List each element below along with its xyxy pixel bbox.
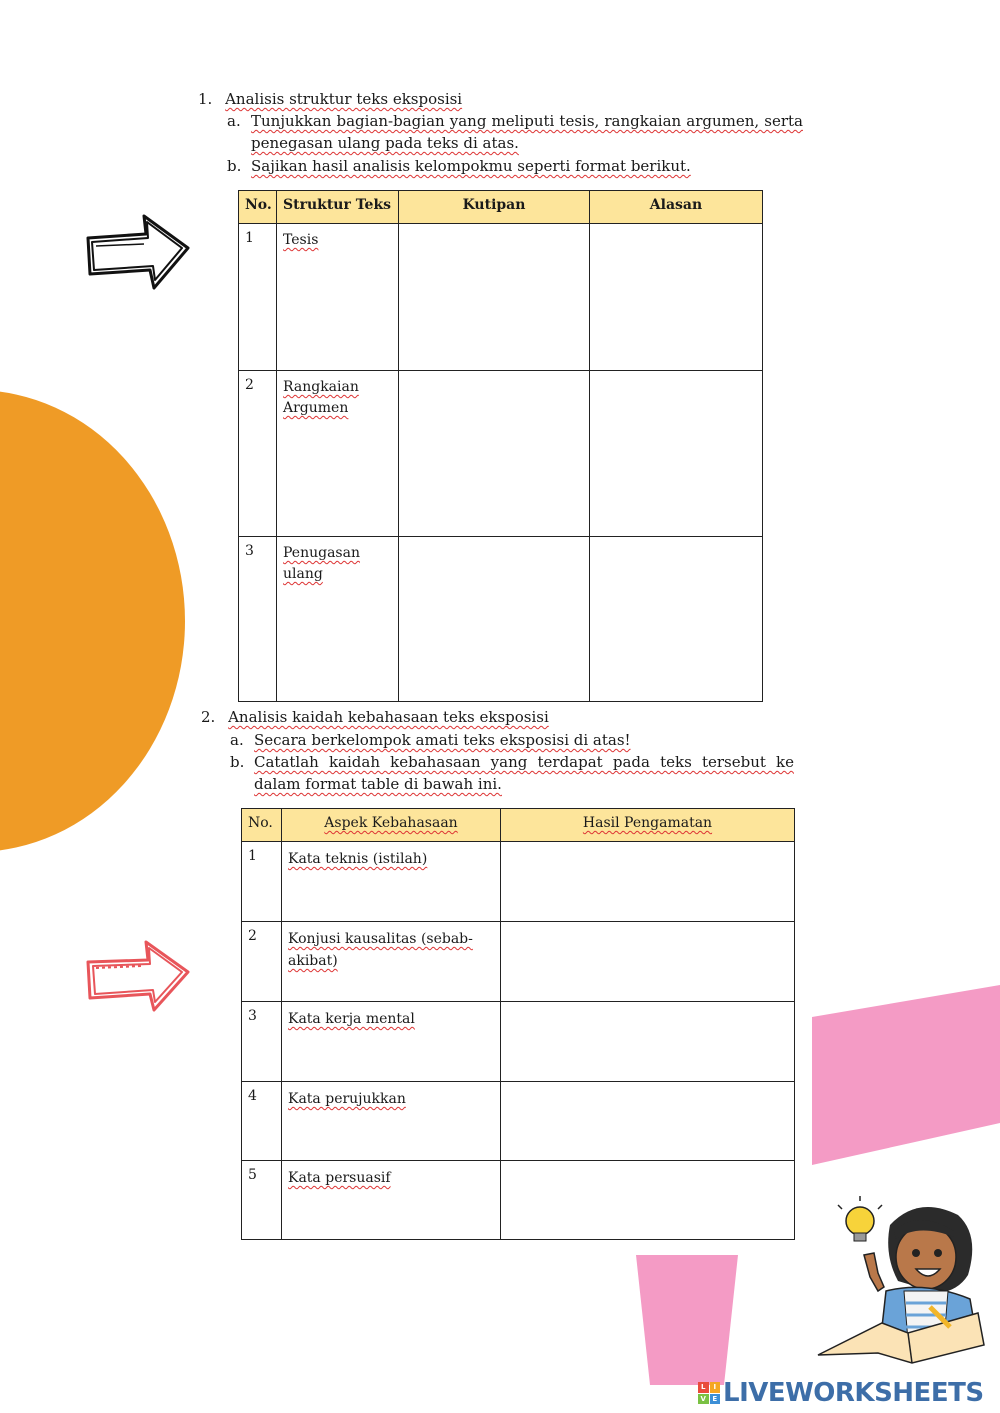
- table-row: [242, 922, 795, 1002]
- row-aspek: Kata persuasif: [282, 1161, 501, 1240]
- row-struktur: Tesis: [277, 224, 399, 371]
- header-aspek: Aspek Kebahasaan: [282, 809, 501, 842]
- row-no: 2: [239, 371, 277, 537]
- pink-shape-decoration: [812, 985, 1000, 1165]
- header-kutipan: Kutipan: [399, 191, 590, 224]
- row-aspek: Kata kerja mental: [282, 1002, 501, 1082]
- logo-letter: E: [710, 1394, 721, 1405]
- orange-circle-decoration: [0, 390, 185, 852]
- logo-letter: V: [698, 1394, 709, 1405]
- table-row: [242, 842, 795, 922]
- hasil-answer-cell[interactable]: [501, 922, 795, 1002]
- row-aspek: Kata perujukkan: [282, 1082, 501, 1161]
- structure-analysis-table: [238, 190, 763, 702]
- liveworksheets-logo: [698, 1377, 984, 1409]
- header-alasan: Alasan: [590, 191, 763, 224]
- header-no: No.: [239, 191, 277, 224]
- liveworksheets-wordmark: LIVEWORKSHEETS: [723, 1378, 984, 1408]
- row-no: 5: [242, 1161, 282, 1240]
- alasan-answer-cell[interactable]: [590, 224, 763, 371]
- table-header-row: [242, 809, 795, 842]
- table-row: [239, 224, 763, 371]
- alasan-answer-cell[interactable]: [590, 371, 763, 537]
- section-1-title: Analisis struktur teks eksposisi: [225, 90, 463, 108]
- hasil-answer-cell[interactable]: [501, 1002, 795, 1082]
- row-no: 3: [239, 537, 277, 702]
- item-text: Catatlah kaidah kebahasaan yang terdapat pada teks tersebut ke dalam format table di bawah ini.: [254, 753, 794, 793]
- table-row: [242, 1082, 795, 1161]
- item-text: Secara berkelompok amati teks eksposisi di atas!: [254, 731, 631, 749]
- hasil-answer-cell[interactable]: [501, 1082, 795, 1161]
- section-2-item-b: [230, 751, 794, 795]
- logo-letter: I: [710, 1382, 721, 1393]
- header-struktur: Struktur Teks: [277, 191, 399, 224]
- kutipan-answer-cell[interactable]: [399, 537, 590, 702]
- item-label: a.: [227, 112, 241, 130]
- row-no: 2: [242, 922, 282, 1002]
- hasil-answer-cell[interactable]: [501, 1161, 795, 1240]
- section-1-item-a: [227, 110, 803, 154]
- hasil-answer-cell[interactable]: [501, 842, 795, 922]
- item-label: b.: [230, 753, 245, 771]
- table-row: [242, 1161, 795, 1240]
- row-no: 4: [242, 1082, 282, 1161]
- section-1-item-b: [227, 155, 803, 177]
- section-2-heading: [201, 706, 549, 728]
- liveworksheets-logo-icon: [698, 1382, 720, 1404]
- row-aspek: Kata teknis (istilah): [282, 842, 501, 922]
- kutipan-answer-cell[interactable]: [399, 224, 590, 371]
- item-label: a.: [230, 731, 244, 749]
- table-header-row: [239, 191, 763, 224]
- header-hasil: Hasil Pengamatan: [501, 809, 795, 842]
- pink-cup-decoration: [632, 1255, 742, 1385]
- logo-letter: L: [698, 1382, 709, 1393]
- section-2-number: 2.: [201, 708, 216, 726]
- row-no: 1: [242, 842, 282, 922]
- student-with-lightbulb-illustration: [808, 1195, 988, 1365]
- lightbulb-icon: [838, 1196, 882, 1241]
- language-rules-table: [241, 808, 795, 1240]
- section-2-title: Analisis kaidah kebahasaan teks eksposisi: [228, 708, 549, 726]
- table-row: [239, 371, 763, 537]
- section-2-item-a: [230, 729, 794, 751]
- black-arrow-icon: [84, 210, 194, 292]
- header-no: No.: [242, 809, 282, 842]
- red-arrow-icon: [84, 938, 194, 1016]
- kutipan-answer-cell[interactable]: [399, 371, 590, 537]
- table-row: [239, 537, 763, 702]
- row-no: 1: [239, 224, 277, 371]
- table-row: [242, 1002, 795, 1082]
- alasan-answer-cell[interactable]: [590, 537, 763, 702]
- row-no: 3: [242, 1002, 282, 1082]
- section-1-heading: [198, 88, 462, 110]
- section-1-number: 1.: [198, 90, 213, 108]
- item-text: Sajikan hasil analisis kelompokmu seperti format berikut.: [251, 157, 691, 175]
- item-label: b.: [227, 157, 242, 175]
- item-text: Tunjukkan bagian-bagian yang meliputi tesis, rangkaian argumen, serta penegasan ulang pada teks di atas.: [251, 112, 803, 152]
- row-struktur: Rangkaian Argumen: [277, 371, 399, 537]
- row-struktur: Penugasan ulang: [277, 537, 399, 702]
- row-aspek: Konjusi kausalitas (sebab-akibat): [282, 922, 501, 1002]
